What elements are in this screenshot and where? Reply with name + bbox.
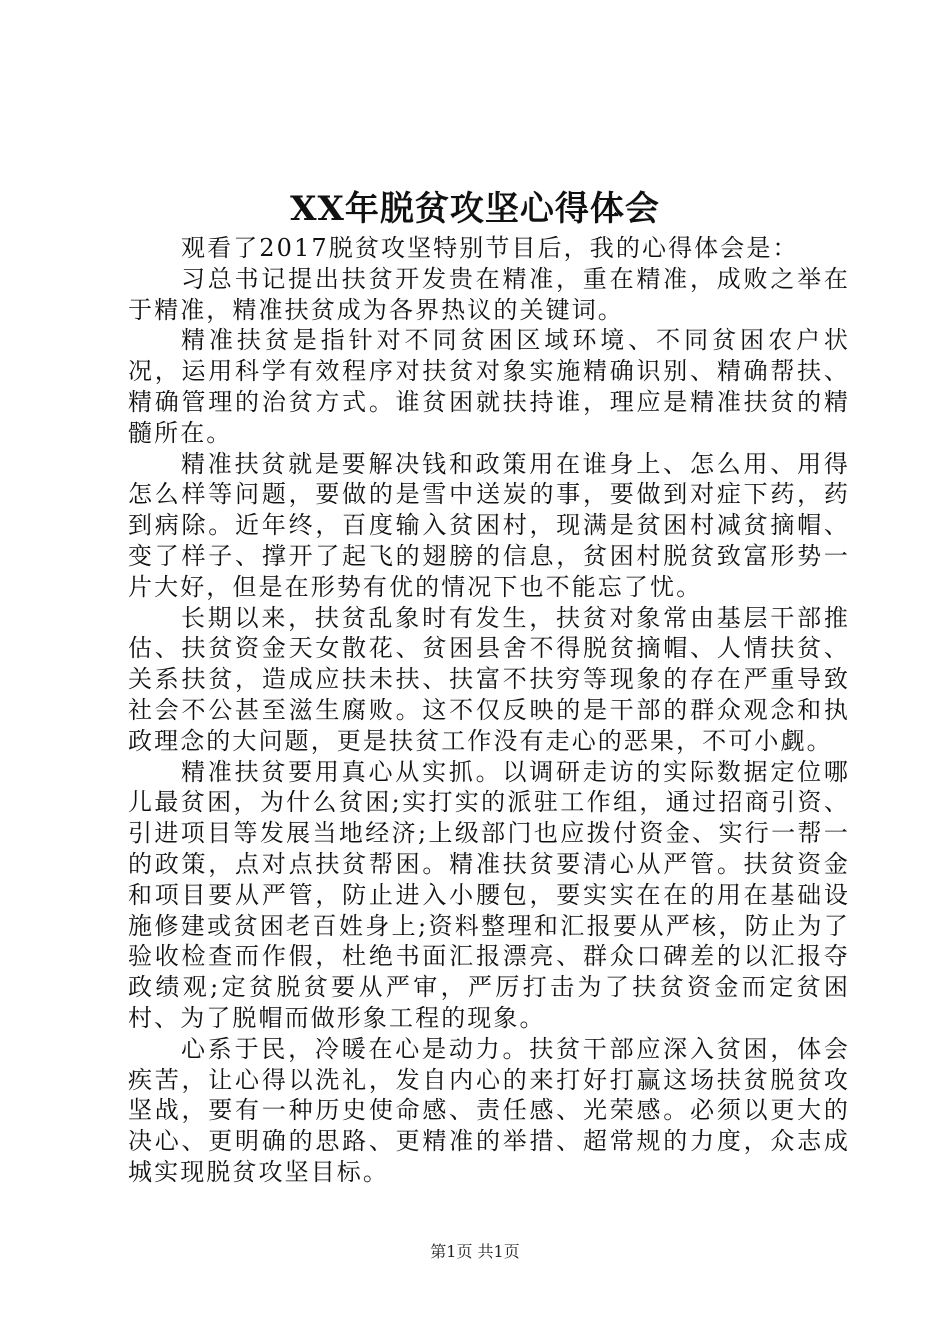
paragraph: 精准扶贫就是要解决钱和政策用在谁身上、怎么用、用得怎么样等问题，要做的是雪中送炭的事，要做到对症下药，药到病除。近年终，百度输入贫困村，现满是贫困村减贫摘帽、变了样子、撑开了起飞的翅膀的信息，贫困村脱贫致富形势一片大好，但是在形势有优的情况下也不能忘了忧。 <box>128 449 850 601</box>
paragraph: 观看了2017脱贫攻坚特别节目后，我的心得体会是： <box>181 234 799 262</box>
paragraph: 心系于民，冷暖在心是动力。扶贫干部应深入贫困，体会疾苦，让心得以洗礼，发自内心的来打好打赢这场扶贫脱贫攻坚战，要有一种历史使命感、责任感、光荣感。必须以更大的决心、更明确的思路、更精准的举措、超常规的力度，众志成城实现脱贫攻坚目标。 <box>128 1034 850 1186</box>
paragraph: 精准扶贫要用真心从实抓。以调研走访的实际数据定位哪儿最贫困，为什么贫困;实打实的派驻工作组，通过招商引资、引进项目等发展当地经济;上级部门也应拨付资金、实行一帮一的政策，点对点扶贫帮困。精准扶贫要清心从严管。扶贫资金和项目要从严管，防止进入小腰包，要实实在在的用在基础设施修建或贫困老百姓身上;资料整理和汇报要从严核，防止为了验收检查而作假，杜绝书面汇报漂亮、群众口碑差的以汇报夺政绩观;定贫脱贫要从严审，严厉打击为了扶贫资金而定贫困村、为了脱帽而做形象工程的现象。 <box>128 757 850 1032</box>
paragraph: 习总书记提出扶贫开发贵在精准，重在精准，成败之举在于精准，精准扶贫成为各界热议的关键词。 <box>128 264 850 324</box>
paragraph: 长期以来，扶贫乱象时有发生，扶贫对象常由基层干部推估、扶贫资金天女散花、贫困县舍不得脱贫摘帽、人情扶贫、关系扶贫，造成应扶未扶、扶富不扶穷等现象的存在严重导致社会不公甚至滋生腐败。这不仅反映的是干部的群众观念和执政理念的大问题，更是扶贫工作没有走心的恶果，不可小觑。 <box>128 603 850 755</box>
paragraph: 精准扶贫是指针对不同贫困区域环境、不同贫困农户状况，运用科学有效程序对扶贫对象实施精确识别、精确帮扶、精确管理的治贫方式。谁贫困就扶持谁，理应是精准扶贫的精髓所在。 <box>128 326 850 447</box>
document-body <box>128 233 850 1188</box>
page-number-footer: 第1页 共1页 <box>430 1242 520 1261</box>
document-title: XX年脱贫攻坚心得体会 <box>290 189 660 229</box>
